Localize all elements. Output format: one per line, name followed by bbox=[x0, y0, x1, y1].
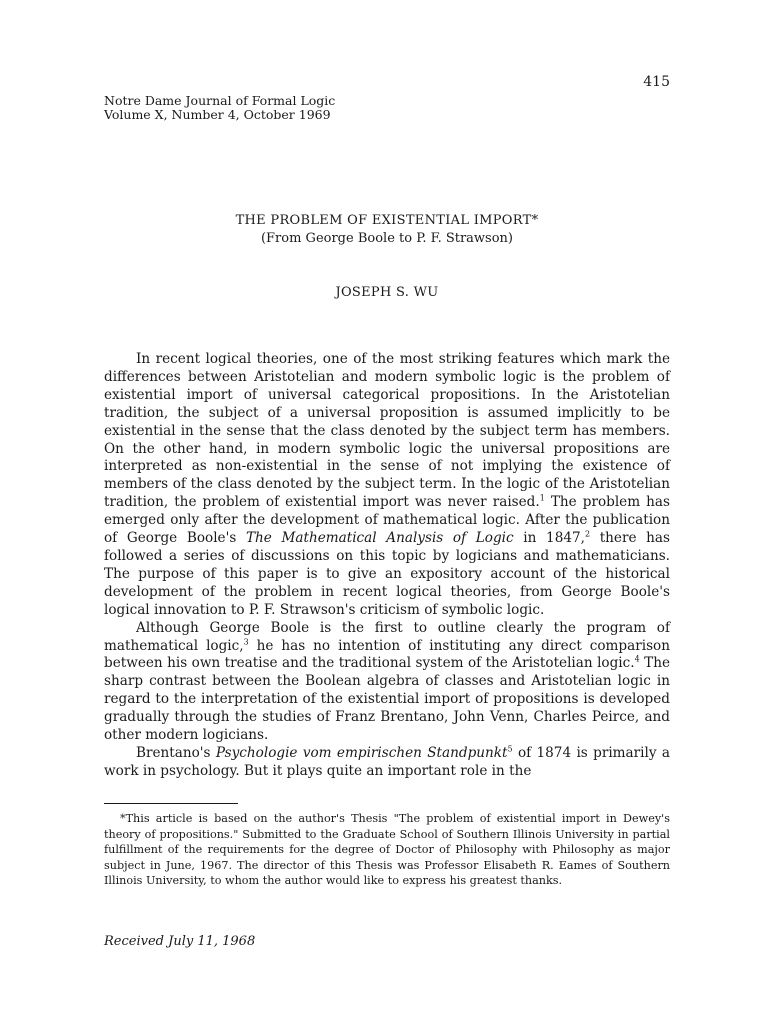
journal-volume: Volume X, Number 4, October 1969 bbox=[104, 107, 331, 122]
received-date: Received July 11, 1968 bbox=[104, 934, 256, 949]
paragraph bbox=[104, 620, 670, 745]
text-run: of 1874 is primarily a work in psychology. But it plays quite an important role in the bbox=[104, 744, 670, 779]
title-block bbox=[104, 212, 670, 248]
author-name: JOSEPH S. WU bbox=[335, 285, 439, 300]
article-body bbox=[104, 351, 670, 781]
text-run: there has followed a series of discussions on this topic by logicians and mathematicians. The purpose of this paper is to give an expository account of the historical development of the problem in recent logical theories, from George Boole's logical innovation to P. F. Strawson's criticism of symbolic logic. bbox=[104, 530, 670, 618]
text-run: he has no intention of instituting any direct comparison between his own treatise and the traditional system of the Aristotelian logic. bbox=[104, 637, 670, 672]
footnote-divider bbox=[104, 803, 238, 804]
footnote-text: *This article is based on the author's Thesis "The problem of existential import in Dewey's theory of propositions." Submitted to the Graduate School of Southern Illinois University in partial fulfillment of the requirements for the degree of Doctor of Philosophy with Philosophy as major subject in June, 1967. The director of this Thesis was Professor Elisabeth R. Eames of Southern Illinois University, to whom the author would like to express his greatest thanks. bbox=[104, 812, 670, 888]
footnote bbox=[104, 811, 670, 889]
footnote-marker: 5 bbox=[507, 744, 513, 754]
article-subtitle: (From George Boole to P. F. Strawson) bbox=[260, 231, 514, 246]
page-number: 415 bbox=[643, 74, 670, 90]
paragraph bbox=[104, 351, 670, 620]
book-title: The Mathematical Analysis of Logic bbox=[245, 530, 514, 547]
text-run: Although George Boole is the first to outline clearly the program of mathematical logic, bbox=[104, 619, 670, 654]
text-run: The problem has emerged only after the development of mathematical logic. After the publication of George Boole's bbox=[104, 494, 670, 547]
book-title: Psychologie vom empirischen Standpunkt bbox=[215, 744, 508, 761]
paragraph bbox=[104, 745, 670, 781]
footnote-marker: 3 bbox=[243, 636, 249, 646]
text-run: in 1847, bbox=[513, 530, 585, 547]
footnote-marker: 4 bbox=[634, 654, 640, 664]
footnote-marker: 1 bbox=[539, 493, 545, 503]
text-run: The sharp contrast between the Boolean algebra of classes and Aristotelian logic in regard to the interpretation of the existential import of propositions is developed gradually through the studies of Franz Brentano, John Venn, Charles Peirce, and other modern logicians. bbox=[104, 655, 670, 744]
footnote-marker: 2 bbox=[584, 529, 591, 539]
journal-header bbox=[104, 94, 335, 122]
text-run: In recent logical theories, one of the most striking features which mark the differences between Aristotelian and modern symbolic logic is the problem of existential import of universal categorical propositions. In the Aristotelian tradition, the subject of a universal proposition is assumed implicitly to be existential in the sense that the class denoted by the subject term has members. On the other hand, in modern symbolic logic the universal propositions are interpreted as non-existential in the sense of not implying the existence of members of the class denoted by the subject term. In the logic of the Aristotelian tradition, the problem of existential import was never raised. bbox=[104, 351, 670, 511]
article-title: THE PROBLEM OF EXISTENTIAL IMPORT* bbox=[235, 213, 539, 228]
journal-name: Notre Dame Journal of Formal Logic bbox=[104, 93, 336, 108]
text-run: Brentano's bbox=[136, 744, 216, 761]
